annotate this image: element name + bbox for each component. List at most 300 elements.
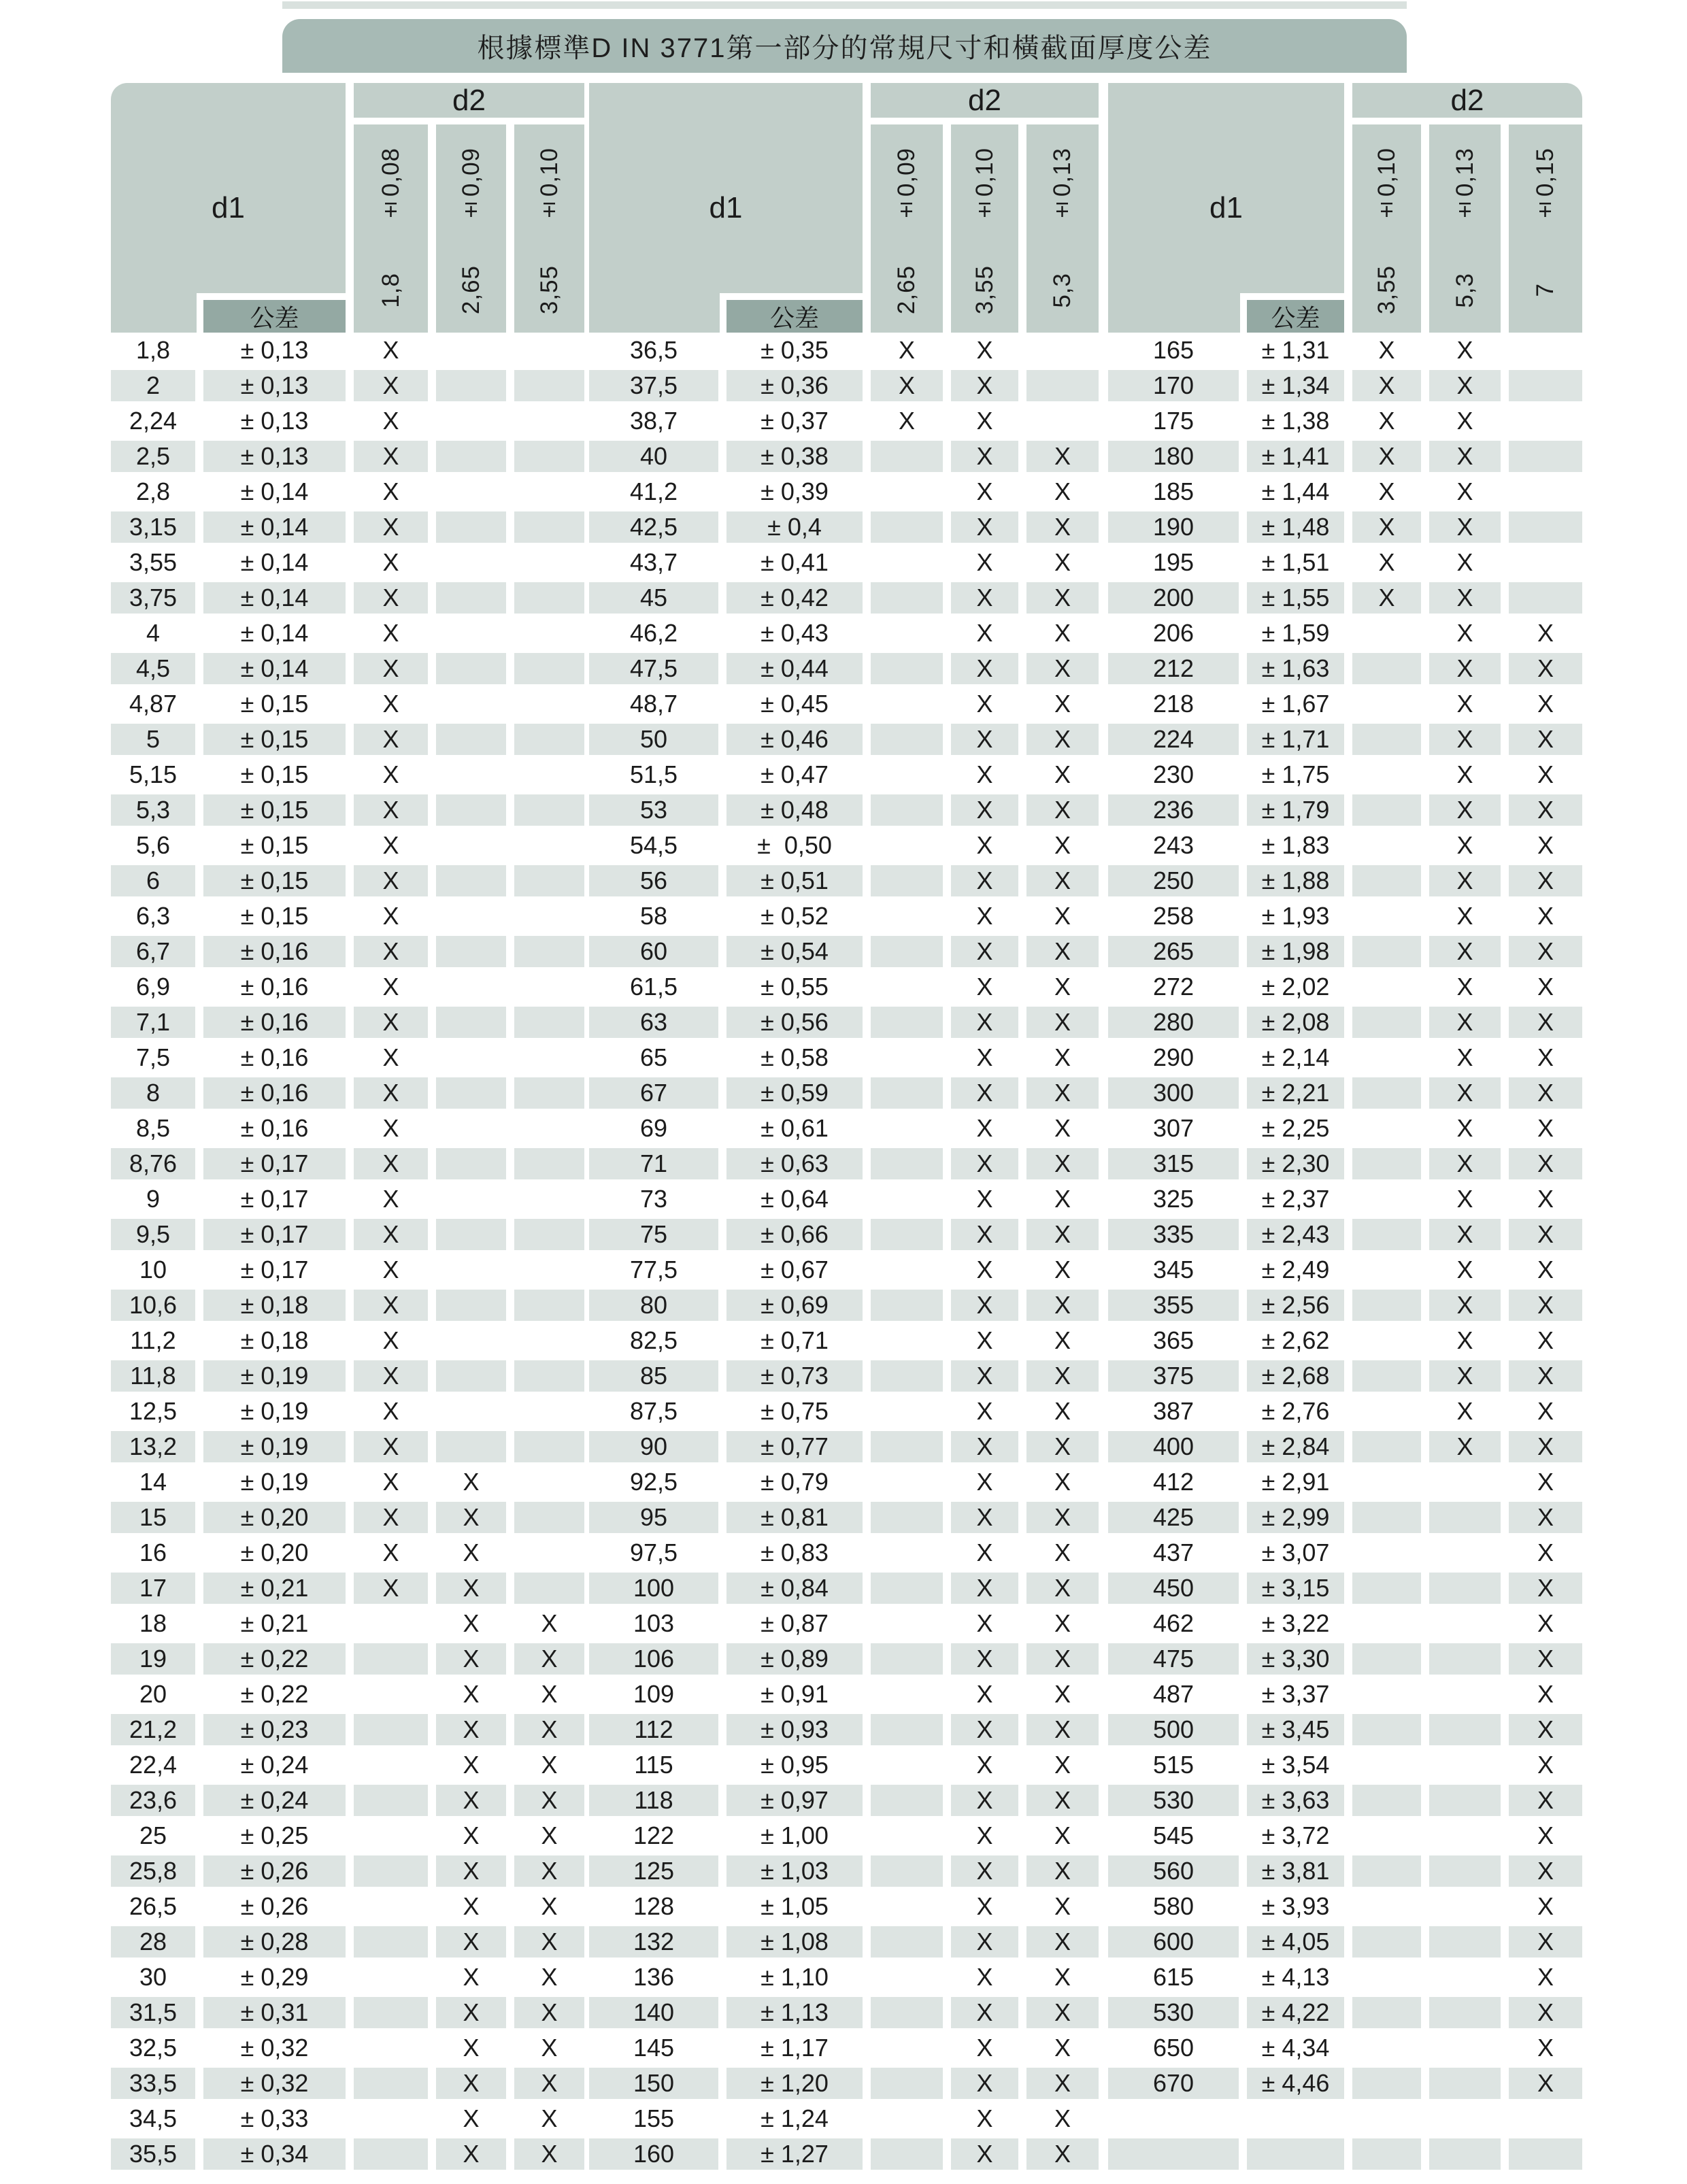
- x-empty-cell: [1352, 651, 1421, 686]
- x-empty-cell: [436, 333, 506, 368]
- x-empty-cell: [436, 580, 506, 616]
- d1-value-cell: 32,5: [111, 2030, 195, 2066]
- x-mark-cell: X: [436, 1853, 506, 1889]
- x-mark-cell: X: [1429, 1252, 1501, 1288]
- x-empty-cell: [514, 1252, 584, 1288]
- x-mark-cell: X: [1026, 2101, 1099, 2136]
- d1-value-cell: 97,5: [589, 1535, 718, 1570]
- x-mark-cell: X: [951, 757, 1018, 792]
- x-empty-cell: [1352, 969, 1421, 1005]
- x-mark-cell: X: [1026, 1394, 1099, 1429]
- d2-column-size-wrap: [354, 248, 428, 333]
- d1-value-cell: 400: [1108, 1429, 1239, 1464]
- tolerance-value-cell: [1247, 2101, 1344, 2136]
- x-empty-cell: [1429, 1535, 1501, 1570]
- x-empty-cell: [871, 2030, 943, 2066]
- x-empty-cell: [1509, 509, 1582, 545]
- x-empty-cell: [436, 828, 506, 863]
- x-empty-cell: [354, 1606, 428, 1641]
- x-mark-cell: X: [1026, 1075, 1099, 1111]
- x-empty-cell: [354, 2101, 428, 2136]
- tolerance-value-cell: ± 0,16: [203, 1040, 346, 1075]
- d1-value-cell: 56: [589, 863, 718, 898]
- x-mark-cell: X: [951, 474, 1018, 509]
- tolerance-value-cell: ± 1,67: [1247, 686, 1344, 722]
- d1-value-cell: 250: [1108, 863, 1239, 898]
- d2-column-size-wrap: [871, 248, 943, 333]
- x-mark-cell: X: [951, 1747, 1018, 1783]
- tolerance-value-cell: ± 0,15: [203, 863, 346, 898]
- x-mark-cell: X: [951, 403, 1018, 439]
- tolerance-value-cell: ± 3,15: [1247, 1570, 1344, 1606]
- x-mark-cell: X: [871, 333, 943, 368]
- x-empty-cell: [1352, 828, 1421, 863]
- d2-column-tolerance: ±0,10: [1373, 148, 1400, 224]
- d1-value-cell: 8,76: [111, 1146, 195, 1181]
- x-mark-cell: X: [354, 1394, 428, 1429]
- x-mark-cell: X: [1509, 1040, 1582, 1075]
- d1-value-cell: 5,6: [111, 828, 195, 863]
- tolerance-value-cell: ± 0,17: [203, 1146, 346, 1181]
- d1-value-cell: 206: [1108, 616, 1239, 651]
- x-empty-cell: [1429, 1606, 1501, 1641]
- d2-column-tolerance: ±0,15: [1532, 148, 1558, 224]
- tolerance-value-cell: ± 2,21: [1247, 1075, 1344, 1111]
- x-mark-cell: X: [354, 403, 428, 439]
- x-empty-cell: [436, 863, 506, 898]
- d1-value-cell: 6,3: [111, 898, 195, 934]
- tolerance-value-cell: ± 0,55: [726, 969, 863, 1005]
- x-empty-cell: [1352, 792, 1421, 828]
- x-mark-cell: X: [1429, 934, 1501, 969]
- tolerance-value-cell: ± 1,44: [1247, 474, 1344, 509]
- d1-value-cell: 103: [589, 1606, 718, 1641]
- tolerance-header: 公差: [720, 293, 863, 333]
- x-mark-cell: X: [1429, 686, 1501, 722]
- d1-value-cell: 36,5: [589, 333, 718, 368]
- tolerance-value-cell: ± 1,51: [1247, 545, 1344, 580]
- d1-value-cell: 37,5: [589, 368, 718, 403]
- x-empty-cell: [436, 1429, 506, 1464]
- x-mark-cell: X: [436, 1606, 506, 1641]
- title-bar: [282, 19, 1407, 73]
- x-mark-cell: X: [1509, 1005, 1582, 1040]
- x-mark-cell: X: [1509, 1217, 1582, 1252]
- d1-value-cell: 50: [589, 722, 718, 757]
- tolerance-value-cell: ± 0,33: [203, 2101, 346, 2136]
- d2-column-tolerance: ±0,09: [457, 148, 484, 224]
- d1-value-cell: [1108, 2136, 1239, 2172]
- x-empty-cell: [1509, 474, 1582, 509]
- x-empty-cell: [1429, 1464, 1501, 1500]
- x-mark-cell: X: [436, 1889, 506, 1924]
- x-empty-cell: [514, 1005, 584, 1040]
- d1-value-cell: 6,7: [111, 934, 195, 969]
- d2-column-tolerance: ±0,09: [893, 148, 920, 224]
- x-mark-cell: X: [1026, 1570, 1099, 1606]
- x-empty-cell: [436, 1217, 506, 1252]
- d2-column-tolerance: ±0,10: [971, 148, 998, 224]
- d2-column-header: [1509, 124, 1582, 333]
- x-mark-cell: X: [1509, 898, 1582, 934]
- tolerance-value-cell: ± 0,4: [726, 509, 863, 545]
- d1-value-cell: 22,4: [111, 1747, 195, 1783]
- tolerance-value-cell: ± 0,15: [203, 898, 346, 934]
- x-mark-cell: X: [1026, 1323, 1099, 1358]
- d1-value-cell: 300: [1108, 1075, 1239, 1111]
- x-mark-cell: X: [1509, 1429, 1582, 1464]
- x-mark-cell: X: [1026, 2066, 1099, 2101]
- tolerance-value-cell: ± 0,32: [203, 2030, 346, 2066]
- x-empty-cell: [514, 686, 584, 722]
- x-empty-cell: [1429, 2136, 1501, 2172]
- x-empty-cell: [354, 2066, 428, 2101]
- d1-value-cell: 155: [589, 2101, 718, 2136]
- x-mark-cell: X: [354, 474, 428, 509]
- tolerance-value-cell: ± 0,14: [203, 616, 346, 651]
- x-empty-cell: [1429, 1747, 1501, 1783]
- x-empty-cell: [871, 934, 943, 969]
- x-mark-cell: X: [951, 2101, 1018, 2136]
- tolerance-value-cell: ± 3,45: [1247, 1712, 1344, 1747]
- x-mark-cell: X: [354, 828, 428, 863]
- x-mark-cell: X: [436, 1464, 506, 1500]
- d1-value-cell: 43,7: [589, 545, 718, 580]
- x-mark-cell: X: [1352, 545, 1421, 580]
- tolerance-value-cell: ± 0,56: [726, 1005, 863, 1040]
- x-empty-cell: [1429, 1570, 1501, 1606]
- d1-value-cell: 175: [1108, 403, 1239, 439]
- x-empty-cell: [1352, 1606, 1421, 1641]
- d1-value-cell: 25: [111, 1818, 195, 1853]
- x-empty-cell: [436, 1075, 506, 1111]
- d1-value-cell: 34,5: [111, 2101, 195, 2136]
- d1-value-cell: 450: [1108, 1570, 1239, 1606]
- d1-value-cell: 46,2: [589, 616, 718, 651]
- x-empty-cell: [514, 580, 584, 616]
- x-mark-cell: X: [1026, 969, 1099, 1005]
- x-mark-cell: X: [1429, 898, 1501, 934]
- d1-value-cell: 180: [1108, 439, 1239, 474]
- tolerance-value-cell: ± 0,66: [726, 1217, 863, 1252]
- tolerance-value-cell: ± 1,10: [726, 1960, 863, 1995]
- tolerance-value-cell: ± 0,45: [726, 686, 863, 722]
- tolerance-table: [111, 83, 1582, 2172]
- x-mark-cell: X: [1026, 863, 1099, 898]
- tolerance-value-cell: ± 0,19: [203, 1429, 346, 1464]
- d2-column-tolerance-wrap: [436, 124, 506, 248]
- d1-value-cell: 92,5: [589, 1464, 718, 1500]
- table-group-1: [111, 83, 584, 2172]
- x-empty-cell: [1509, 2101, 1582, 2136]
- x-empty-cell: [514, 1111, 584, 1146]
- x-mark-cell: X: [1429, 616, 1501, 651]
- d1-value-cell: 170: [1108, 368, 1239, 403]
- x-empty-cell: [436, 439, 506, 474]
- x-mark-cell: X: [951, 1677, 1018, 1712]
- d1-value-cell: 272: [1108, 969, 1239, 1005]
- d1-value-cell: 243: [1108, 828, 1239, 863]
- x-empty-cell: [1429, 1500, 1501, 1535]
- x-empty-cell: [1352, 1181, 1421, 1217]
- tolerance-value-cell: ± 1,31: [1247, 333, 1344, 368]
- x-mark-cell: X: [354, 1464, 428, 1500]
- x-mark-cell: X: [1026, 1535, 1099, 1570]
- x-empty-cell: [1352, 1323, 1421, 1358]
- x-empty-cell: [1352, 2066, 1421, 2101]
- x-empty-cell: [436, 722, 506, 757]
- x-mark-cell: X: [436, 2030, 506, 2066]
- tolerance-header: 公差: [197, 293, 346, 333]
- x-empty-cell: [436, 1358, 506, 1394]
- x-mark-cell: X: [951, 792, 1018, 828]
- x-mark-cell: X: [951, 2066, 1018, 2101]
- x-mark-cell: X: [514, 1677, 584, 1712]
- tolerance-value-cell: ± 1,17: [726, 2030, 863, 2066]
- d1-value-cell: 265: [1108, 934, 1239, 969]
- x-empty-cell: [514, 368, 584, 403]
- tolerance-value-cell: ± 0,89: [726, 1641, 863, 1677]
- x-empty-cell: [1352, 898, 1421, 934]
- d2-column-tolerance-wrap: [514, 124, 584, 248]
- d1-value-cell: 6,9: [111, 969, 195, 1005]
- tolerance-value-cell: ± 0,93: [726, 1712, 863, 1747]
- x-empty-cell: [1352, 2101, 1421, 2136]
- d1-value-cell: 112: [589, 1712, 718, 1747]
- tolerance-value-cell: ± 1,00: [726, 1818, 863, 1853]
- tolerance-value-cell: ± 0,20: [203, 1535, 346, 1570]
- x-mark-cell: X: [1509, 1889, 1582, 1924]
- x-empty-cell: [871, 1783, 943, 1818]
- d1-value-cell: 487: [1108, 1677, 1239, 1712]
- d1-value-cell: 462: [1108, 1606, 1239, 1641]
- x-empty-cell: [1352, 1570, 1421, 1606]
- tolerance-value-cell: ± 0,67: [726, 1252, 863, 1288]
- x-empty-cell: [1352, 1677, 1421, 1712]
- x-mark-cell: X: [514, 1995, 584, 2030]
- tolerance-value-cell: ± 0,14: [203, 580, 346, 616]
- tolerance-value-cell: ± 0,24: [203, 1747, 346, 1783]
- x-mark-cell: X: [1352, 333, 1421, 368]
- x-mark-cell: X: [436, 1995, 506, 2030]
- tolerance-value-cell: ± 3,54: [1247, 1747, 1344, 1783]
- tolerance-value-cell: ± 4,34: [1247, 2030, 1344, 2066]
- x-empty-cell: [871, 898, 943, 934]
- tolerance-value-cell: ± 0,24: [203, 1783, 346, 1818]
- tolerance-value-cell: ± 1,55: [1247, 580, 1344, 616]
- x-mark-cell: X: [1429, 439, 1501, 474]
- x-empty-cell: [871, 1677, 943, 1712]
- x-mark-cell: X: [1026, 1500, 1099, 1535]
- x-mark-cell: X: [1509, 1535, 1582, 1570]
- d1-value-cell: 412: [1108, 1464, 1239, 1500]
- tolerance-value-cell: ± 0,15: [203, 757, 346, 792]
- d1-value-cell: 42,5: [589, 509, 718, 545]
- d1-value-cell: 230: [1108, 757, 1239, 792]
- x-mark-cell: X: [1509, 1464, 1582, 1500]
- x-mark-cell: X: [354, 1323, 428, 1358]
- x-mark-cell: X: [951, 1924, 1018, 1960]
- x-empty-cell: [354, 1818, 428, 1853]
- x-empty-cell: [436, 757, 506, 792]
- x-mark-cell: X: [354, 1005, 428, 1040]
- x-empty-cell: [514, 1181, 584, 1217]
- x-mark-cell: X: [951, 2136, 1018, 2172]
- x-empty-cell: [871, 863, 943, 898]
- tolerance-value-cell: ± 0,59: [726, 1075, 863, 1111]
- x-mark-cell: X: [354, 651, 428, 686]
- d2-column-tolerance: ±0,08: [377, 148, 404, 224]
- tolerance-value-cell: ± 2,91: [1247, 1464, 1344, 1500]
- x-empty-cell: [871, 1960, 943, 1995]
- tolerance-value-cell: ± 0,23: [203, 1712, 346, 1747]
- tolerance-value-cell: ± 3,30: [1247, 1641, 1344, 1677]
- d1-value-cell: 67: [589, 1075, 718, 1111]
- d1-value-cell: 437: [1108, 1535, 1239, 1570]
- tolerance-value-cell: ± 0,31: [203, 1995, 346, 2030]
- x-empty-cell: [871, 1111, 943, 1146]
- x-empty-cell: [871, 1323, 943, 1358]
- x-empty-cell: [514, 545, 584, 580]
- tolerance-value-cell: ± 3,72: [1247, 1818, 1344, 1853]
- d1-value-cell: 33,5: [111, 2066, 195, 2101]
- x-mark-cell: X: [1509, 828, 1582, 863]
- x-empty-cell: [354, 1747, 428, 1783]
- x-empty-cell: [514, 616, 584, 651]
- x-empty-cell: [354, 1641, 428, 1677]
- d1-value-cell: 25,8: [111, 1853, 195, 1889]
- d2-column-header: [1429, 124, 1501, 333]
- x-empty-cell: [871, 1853, 943, 1889]
- tolerance-value-cell: ± 1,71: [1247, 722, 1344, 757]
- d1-value-cell: 545: [1108, 1818, 1239, 1853]
- x-empty-cell: [514, 1217, 584, 1252]
- x-mark-cell: X: [1026, 1747, 1099, 1783]
- x-empty-cell: [514, 1040, 584, 1075]
- x-empty-cell: [1352, 1924, 1421, 1960]
- x-empty-cell: [1509, 545, 1582, 580]
- x-empty-cell: [1352, 1394, 1421, 1429]
- tolerance-value-cell: ± 3,93: [1247, 1889, 1344, 1924]
- d1-header: d1: [1108, 83, 1344, 333]
- x-empty-cell: [514, 403, 584, 439]
- x-empty-cell: [1352, 1146, 1421, 1181]
- x-mark-cell: X: [1509, 1111, 1582, 1146]
- x-empty-cell: [871, 545, 943, 580]
- x-mark-cell: X: [1026, 2136, 1099, 2172]
- x-empty-cell: [436, 545, 506, 580]
- d2-column-size: 2,65: [893, 265, 920, 315]
- d1-value-cell: 580: [1108, 1889, 1239, 1924]
- tolerance-value-cell: ± 1,48: [1247, 509, 1344, 545]
- d1-value-cell: 160: [589, 2136, 718, 2172]
- x-mark-cell: X: [1509, 1570, 1582, 1606]
- x-mark-cell: X: [1352, 474, 1421, 509]
- x-mark-cell: X: [436, 2136, 506, 2172]
- x-mark-cell: X: [1352, 580, 1421, 616]
- tolerance-value-cell: ± 0,81: [726, 1500, 863, 1535]
- x-empty-cell: [1352, 1712, 1421, 1747]
- x-mark-cell: X: [436, 2066, 506, 2101]
- d1-value-cell: 23,6: [111, 1783, 195, 1818]
- tolerance-value-cell: ± 0,17: [203, 1181, 346, 1217]
- d2-column-header: [436, 124, 506, 333]
- x-mark-cell: X: [951, 439, 1018, 474]
- d1-value-cell: 8: [111, 1075, 195, 1111]
- d1-value-cell: 11,8: [111, 1358, 195, 1394]
- tolerance-value-cell: ± 0,52: [726, 898, 863, 934]
- x-empty-cell: [1429, 1924, 1501, 1960]
- x-mark-cell: X: [951, 1818, 1018, 1853]
- d1-value-cell: 20: [111, 1677, 195, 1712]
- x-mark-cell: X: [1429, 509, 1501, 545]
- group-1-body: [111, 333, 584, 2172]
- tolerance-value-cell: ± 0,34: [203, 2136, 346, 2172]
- d1-value-cell: 1,8: [111, 333, 195, 368]
- x-mark-cell: X: [951, 1040, 1018, 1075]
- d1-value-cell: 218: [1108, 686, 1239, 722]
- tolerance-value-cell: ± 0,28: [203, 1924, 346, 1960]
- x-mark-cell: X: [354, 1429, 428, 1464]
- x-mark-cell: X: [1026, 1960, 1099, 1995]
- x-mark-cell: X: [951, 863, 1018, 898]
- x-empty-cell: [871, 792, 943, 828]
- d1-value-cell: 128: [589, 1889, 718, 1924]
- d1-value-cell: [1108, 2101, 1239, 2136]
- tolerance-value-cell: ± 3,81: [1247, 1853, 1344, 1889]
- x-mark-cell: X: [1429, 474, 1501, 509]
- x-empty-cell: [514, 439, 584, 474]
- group-2-header: [589, 83, 1099, 333]
- tolerance-value-cell: ± 0,43: [726, 616, 863, 651]
- x-empty-cell: [514, 651, 584, 686]
- tolerance-value-cell: ± 0,58: [726, 1040, 863, 1075]
- x-mark-cell: X: [1026, 1853, 1099, 1889]
- x-mark-cell: X: [1026, 1217, 1099, 1252]
- x-empty-cell: [871, 1429, 943, 1464]
- x-mark-cell: X: [436, 1500, 506, 1535]
- x-mark-cell: X: [354, 1040, 428, 1075]
- d2-column-tolerance: ±0,13: [1049, 148, 1075, 224]
- x-mark-cell: X: [1429, 1111, 1501, 1146]
- d1-value-cell: 8,5: [111, 1111, 195, 1146]
- d1-value-cell: 387: [1108, 1394, 1239, 1429]
- x-mark-cell: X: [354, 1535, 428, 1570]
- d1-value-cell: 165: [1108, 333, 1239, 368]
- d1-value-cell: 345: [1108, 1252, 1239, 1288]
- tolerance-value-cell: ± 0,15: [203, 686, 346, 722]
- x-empty-cell: [871, 1535, 943, 1570]
- x-mark-cell: X: [951, 1606, 1018, 1641]
- x-mark-cell: X: [354, 1181, 428, 1217]
- tolerance-value-cell: ± 0,20: [203, 1500, 346, 1535]
- tolerance-value-cell: ± 0,95: [726, 1747, 863, 1783]
- x-mark-cell: X: [1429, 969, 1501, 1005]
- d1-value-cell: 190: [1108, 509, 1239, 545]
- x-empty-cell: [1026, 368, 1099, 403]
- x-mark-cell: X: [1026, 509, 1099, 545]
- x-mark-cell: X: [1509, 969, 1582, 1005]
- x-empty-cell: [514, 1358, 584, 1394]
- d2-header: d2: [354, 83, 584, 118]
- x-mark-cell: X: [1509, 651, 1582, 686]
- x-mark-cell: X: [1429, 1217, 1501, 1252]
- x-mark-cell: X: [436, 1783, 506, 1818]
- d1-value-cell: 90: [589, 1429, 718, 1464]
- d1-value-cell: 9: [111, 1181, 195, 1217]
- d1-value-cell: 3,55: [111, 545, 195, 580]
- tolerance-value-cell: ± 0,13: [203, 439, 346, 474]
